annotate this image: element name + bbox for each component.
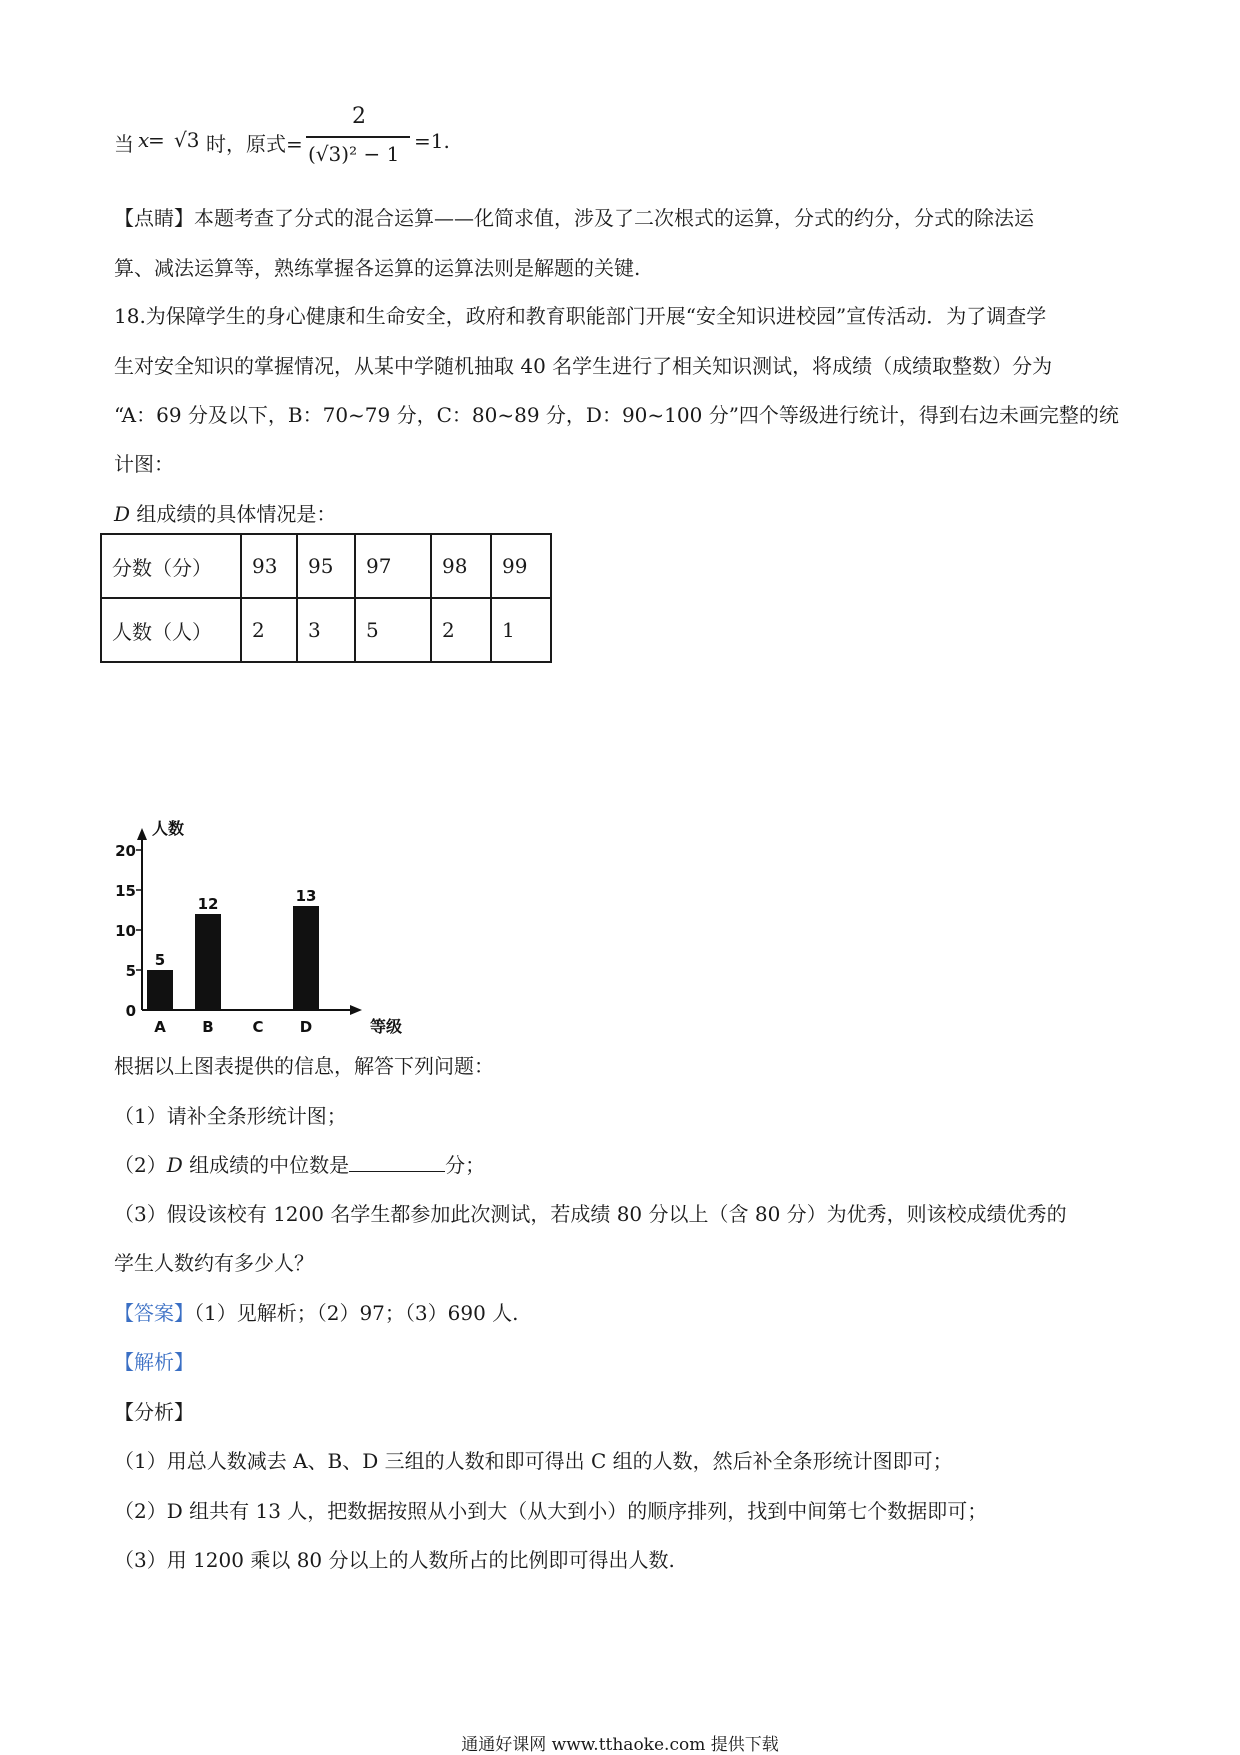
row-header-count: 人数（人） [101,598,241,662]
formula-eq: = [148,128,165,152]
q2-post: 分； [445,1153,486,1177]
question-para-2: 生对安全知识的掌握情况，从某中学随机抽取 40 名学生进行了相关知识测试，将成绩（成绩取整数）分为 [114,354,1053,378]
sub-question-1: （1）请补全条形统计图； [114,1104,347,1128]
fraction-denominator: (√3)² − 1 [308,142,400,166]
comment-line-1 [114,204,1034,232]
fraction-bar [306,136,410,138]
formula-result: =1. [414,129,450,153]
y-tick-label: 15 [115,882,136,900]
formula-suffix: 时，原式= [206,132,303,156]
bar-b [195,914,221,1010]
answer-text: （1）见解析；（2）97；（3）690 人. [194,1301,519,1325]
analysis-line-1: （1）用总人数减去 A、B、D 三组的人数和即可得出 C 组的人数，然后补全条形统计图即可； [114,1449,953,1473]
bar-d [293,906,319,1010]
y-axis-arrow [137,828,147,840]
data-label-b: 12 [197,895,219,913]
analysis-line-3: （3）用 1200 乘以 80 分以上的人数所占的比例即可得出人数. [114,1548,675,1572]
table-cell: 97 [355,534,431,598]
answer-blank [349,1151,445,1172]
table-cell: 5 [355,598,431,662]
d-group-caption [114,500,336,528]
formula-prefix: 当 [114,132,134,156]
answer-tag: 【答案】 [114,1301,194,1325]
table-cell: 2 [241,598,297,662]
analysis-line-2: （2）D 组共有 13 人，把数据按照从小到大（从大到小）的顺序排列，找到中间第七个数据即可； [114,1499,988,1523]
formula-sqrt: √3 [174,128,200,152]
table-cell: 95 [297,534,355,598]
questions-intro: 根据以上图表提供的信息，解答下列问题： [114,1054,494,1078]
comment-tag: 【点睛】 [114,206,194,230]
x-tick-label-b: B [202,1018,214,1036]
y-tick-label: 10 [115,922,136,940]
y-tick-label: 0 [125,1002,136,1020]
score-table [100,533,552,663]
d-group-var: D [114,502,131,526]
y-tick-label: 20 [115,842,136,860]
x-axis-arrow [350,1005,362,1015]
formula-var: x [138,128,150,152]
table-cell: 1 [491,598,551,662]
q2-prefix: （2） [114,1153,167,1177]
question-para-4: 计图： [114,452,174,476]
row-header-score: 分数（分） [101,534,241,598]
table-row [101,534,551,598]
sub-question-2 [114,1151,485,1179]
x-tick-label-c: C [252,1018,264,1036]
comment-text-1: 本题考查了分式的混合运算——化简求值，涉及了二次根式的运算，分式的约分，分式的除法运 [194,206,1034,230]
table-cell: 2 [431,598,491,662]
y-tick-label: 5 [125,962,136,980]
q2-var: D [166,1153,183,1177]
d-group-text: 组成绩的具体情况是： [130,502,337,526]
table-row [101,598,551,662]
answer-line [114,1299,519,1327]
comment-line-2: 算、减法运算等，熟练掌握各运算的运算法则是解题的关键. [114,256,641,280]
y-axis-label: 人数 [152,819,185,838]
fraction-numerator: 2 [352,104,366,129]
sub-question-3a: （3）假设该校有 1200 名学生都参加此次测试，若成绩 80 分以上（含 80 分）为优秀，则该校成绩优秀的 [114,1202,1067,1226]
question-para-1: 18.为保障学生的身心健康和生命安全，政府和教育职能部门开展“安全知识进校园”宣传活动．为了调查学 [114,304,1047,328]
q2-mid: 组成绩的中位数是 [182,1153,350,1177]
x-tick-label-d: D [299,1018,313,1036]
table-cell: 3 [297,598,355,662]
page-footer: 通通好课网 www.tthaoke.com 提供下载 [461,1735,779,1755]
formula-line [114,102,514,182]
sub-question-3b: 学生人数约有多少人？ [114,1251,314,1275]
data-label-a: 5 [154,951,166,969]
bar-a [147,970,173,1010]
analysis-tag: 【解析】 [114,1350,194,1374]
fenxi-tag: 【分析】 [114,1400,194,1424]
table-cell: 99 [491,534,551,598]
data-label-d: 13 [295,887,317,905]
x-tick-label-a: A [154,1018,166,1036]
bar-chart [100,810,420,1040]
table-cell: 98 [431,534,491,598]
table-cell: 93 [241,534,297,598]
x-axis-label: 等级 [370,1017,403,1036]
question-para-3: “A：69 分及以下，B：70~79 分，C：80~89 分，D：90~100 分”四个等级进行统计，得到右边未画完整的统 [114,403,1119,427]
